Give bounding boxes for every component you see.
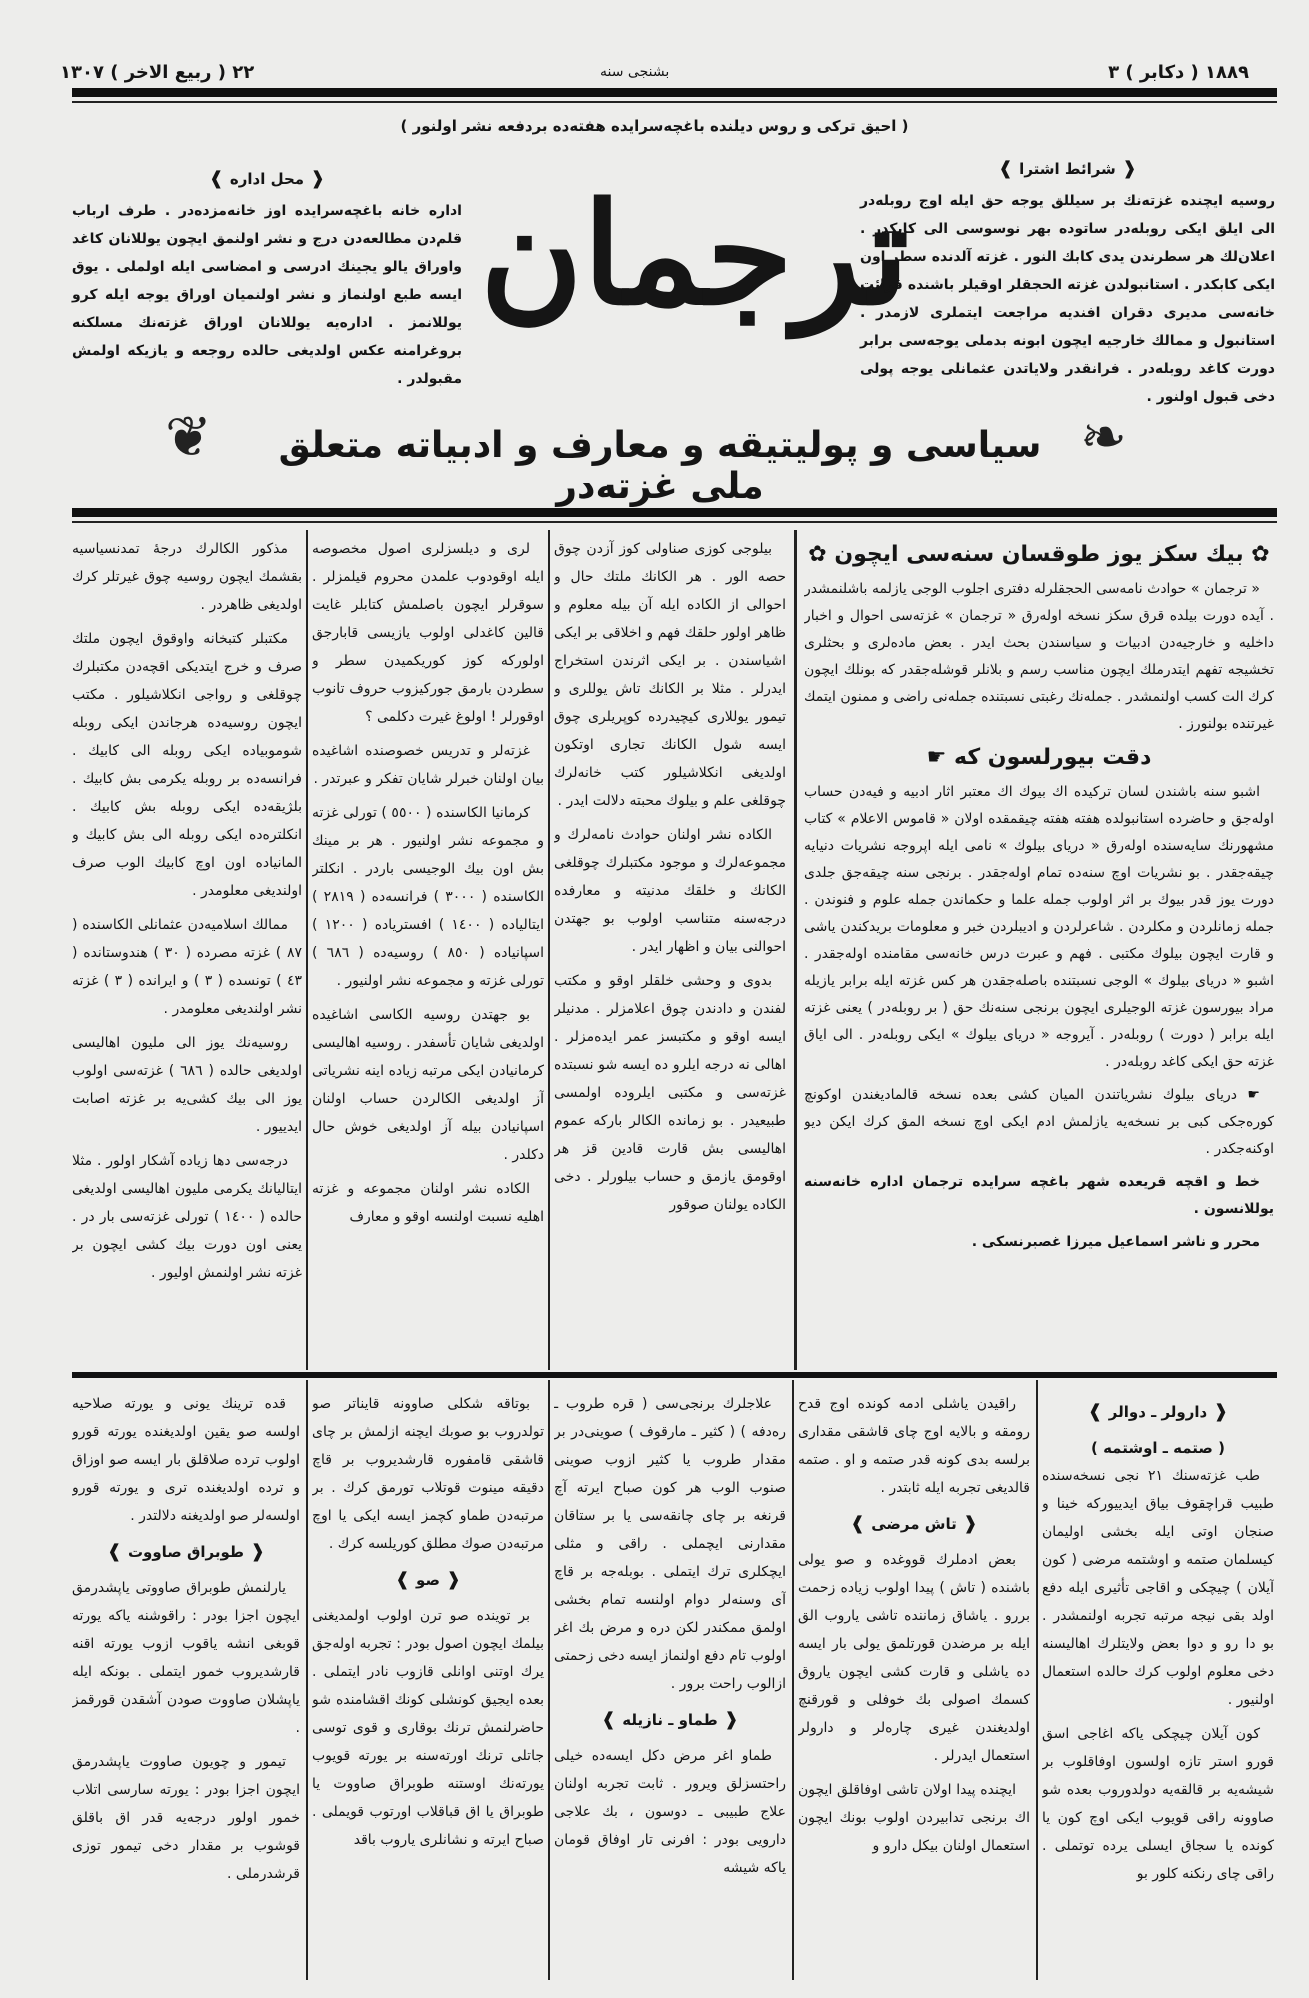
flower-icon: ✿ <box>1243 542 1270 567</box>
top-rule-thin <box>72 101 1277 103</box>
paragraph: راقیدن یاشلی ادمه کونده اوج قدح رومقه و بالایه اوج چای قاشقی مقداری برلسه بدی کونه قدر صتمه و او . صتمه قالدیغی تجربه ایله ثابتدر . <box>798 1396 1030 1496</box>
pointing-hand-icon: ☛ <box>926 745 947 770</box>
paragraph: بیلوجی کوزی صناولی کوز آزدن چوق حصه الور . هر الکانك ملتك حال و احوالی از الکاده ایله آن بیله معلوم و ظاهر اولور حلقك فهم و اخلاقی بر ایکی اشیاسندن . بر ایکی اثرندن استخراج ایدرلر . مثلا بر الکانك تاش یوللری و تیمور یوللاری کیچیدرده کوپریلری چوق ایسه شول الکانك تجاری اوتکون اولدیغی انکلاشیلور کتب خانه‌لرك چوقلغی علم و بیلوك محبته دلالت ایدر . <box>554 541 786 809</box>
announcement-heading <box>804 541 1274 568</box>
pointing-hand-icon: ☛ <box>1237 1087 1260 1103</box>
heading-text: بیك سکز یوز طوقسان سنه‌سی ایچون <box>834 542 1244 567</box>
column-divider <box>306 1380 308 1980</box>
paragraph: ایچنده پیدا اولان تاشی اوفاقلق ایچون اك برنجی تدابیردن اولوب بونك ایچون استعمال اولنان بیکل دارو و <box>798 1782 1030 1854</box>
bottom-column-2 <box>798 1390 1030 1980</box>
paragraph: بدوی و وحشی خلقلر اوقو و مکتب لفندن و دادندن چوق اعلامزلر . مدنیلر ایسه اوقو و مکتبسز عمر ایده‌مزلر . اهالی نه درجه ایلرو ده ایسه شو نسبتده غزته‌سی و مکتبی ایلروده اولمسی طبیعیدر . بو زمانده الکالر بارکه عموم اهالیسی بش قارت قادین قز هر اوقومق یازمق و حساب بیلورلر . دخی الکاده یولنان صوقور <box>554 973 786 1213</box>
paragraph: غزته‌لر و تدریس خصوصنده اشاغیده بیان اولنان خبرلر شایان تفکر و عبرتدر . <box>312 743 544 787</box>
column-divider <box>794 530 797 1370</box>
subscription-box <box>860 150 1275 411</box>
paragraph: الکاده نشر اولنان حوادث نامه‌لرك و مجموعه‌لرك و موجود مکتبلرك چوقلغی الکانك و خلقك مدنیته و معارفده درجه‌سنه متناسب اولوب بو جهتدن احوالنی بیان و اظهار ایدر . <box>554 827 786 955</box>
paragraph-text: دریای بیلوك نشریاتندن المیان کشی بعده نسخه قالمادیغندن اوکونچ کوره‌جکی کبی بر نسخه‌یه یازلمش ادم ایکی اوچ نسخه المق کرك ایکن دیو اوکنه‌جکدر . <box>804 1087 1274 1157</box>
address-note: خط و اقچه قریعده شهر باغچه سرایده ترجمان اداره خانه‌سنه یوللانسون . <box>804 1174 1274 1217</box>
subscription-heading: ❰ شرائط اشترا ❱ <box>860 158 1275 179</box>
column-3 <box>554 535 786 1365</box>
paragraph: مذکور الکالرك درجهٔ تمدنسیاسیه بقشمك ایچون روسیه چوق غیرتلر کرك اولدیغی ظاهردر . <box>72 541 302 613</box>
paragraph: کرمانیا الکاسنده ( ٥٥٠٠ ) تورلی غزته و مجموعه نشر اولنیور . هر بر مینك بش اون بیك الوجیسی باردر . انکلتر الکاسنده ( ٣٠٠٠ ) فرانسه‌ده ( ٢٨١٩ ) ایتالیاده ( ١٤٠٠ ) افستریاده ( ١٢٠٠ ) اسپانیاده ( ٨٥٠ ) روسیه‌ده ( ٦٨٦ ) تورلی غزته و مجموعه نشر اولنیور . <box>312 805 544 989</box>
paragraph: لری و دیلسزلری اصول مخصوصه ایله اوقودوب علمدن محروم قیلمزلر . سوقرلر ایچون باصلمش کتابلر غایت قالین کاغدلی اولوب یازیسی قابارجق اولورکه کوز کوریکمیدن سطر و سطردن بارمق جورکیزوب حروف تانوب اوقورلر ! اولوغ غیرت دکلمی ؟ <box>312 541 544 725</box>
paragraph: یارلنمش طوبراق صاووتی یاپشدرمق ایچون اجزا بودر : راقوشنه یاکه یورته قوبغی انشه یاقوب ازوب یورته اقنه قارشدیروب خمور ایتملی . بونکه ایله یاپشلان صاووت صودن آشقدن قورقمز . <box>72 1580 300 1736</box>
paragraph: طب غزته‌سنك ٢١ نجی نسخه‌سنده طبیب قراچقوف بیاق ایدییورکه خینا و صنجان اوتی ایله بخشی اولیمان کیسلمان صتمه و اوشتمه مرضی ( کون آیلان ) چیچکی و اقاجی تأثیری ایله دفع اولد بقی نیجه مرتبه تجربه اولنمشدر . بو دا رو و دوا بعض ولایتلرك اهالیسنه دخی معلوم اولوب کرك حالده استعمال اولنیور . <box>1042 1468 1274 1708</box>
paragraph: بو جهتدن روسیه الکاسی اشاغیده اولدیغی شایان تأسفدر . روسیه اهالیسی کرمانیادن ایکی مرتبه زیاده اینه نشریاتی آز اولدیغی الکالردن حساب اولنان اسپانیادن بیله آز اولدیغی خوش حال دکلدر . <box>312 1007 544 1163</box>
office-text: اداره خانه باغچه‌سرایده اوز خانه‌مزده‌در . طرف ارباب قلم‌دن مطالعه‌دن درج و نشر اولنمق ایچون یوللانان کاغد واوراق یالو یجینك ادرسی و امضاسی ایله اولملی . یوق ایسه طبع اولنماز و نشر اولنمیان اوراق یوجه ایله کرو یوللانمز . اداره‌یه یوللانان اوراق غزته‌نك مسلکنه بروغرامنه عکس اولدیغی حالده روجعه و یازیکه اولمش مقبولدر . <box>72 203 462 387</box>
paragraph: درجه‌سی دها زیاده آشکار اولور . مثلا ایتالیانك یکرمی ملیون اهالیسی اولدیغی حالده ( ١٤٠٠ ) تورلی غزته‌سی بار در . یعنی اون دورت بیك کشی ایچون بر غزته نشر اولنمش اولیور . <box>72 1153 302 1281</box>
paragraph: ممالك اسلامیه‌دن عثمانلی الکاسنده ( ٨٧ ) غزته مصرده ( ٣٠ ) هندوستانده ( ٤٣ ) تونسده ( ٣ ) و ایرانده ( ٣ ) غزته نشر اولندیغی معلومدر . <box>72 917 302 1017</box>
paragraph: کون آیلان چیچکی یاکه اغاجی اسق قورو استر تازه اولسون اوفاقلوب بر شیشه‌یه بر قالقه‌یه دولدوروب بعده شو صاوونه راقی قویوب ایکی اوچ کون یا کونده یا سجاق ایسلی یرده توتملی . راقی چای رنکنه کلور بو <box>1042 1726 1274 1882</box>
column-divider <box>1036 1380 1038 1980</box>
masthead-rule-thin <box>72 521 1277 523</box>
office-heading: ❰ محل اداره ❱ <box>72 168 462 189</box>
year-label: بشنجی سنه <box>600 64 670 80</box>
paragraph: بوتاقه شکلی صاوونه قایناتر صو تولدروب بو صوبك ایچنه ازلمش بر چای قاشقی قامفوره قارشدیروب بر قاچ دقیقه مینوت قوتلاب تورمق کرك . بر مرتبه‌دن طماو کچمز ایسه ایکی یا اوچ مرتبه‌دن صوك مطلق کوریلسه کرك . <box>312 1396 544 1552</box>
frequency-note: ( احيق تركی و روس دیلنده باغچه‌سرایده هفته‌ده بردفعه نشر اولنور ) <box>400 117 909 135</box>
section-subheading: ( صتمه ـ اوشتمه ) <box>1091 1439 1225 1457</box>
paragraph: اشبو سنه باشندن لسان ترکیده اك بیوك اك معتبر اثار ادبیه و فیه‌دن حساب اوله‌جق و حاضرده استانبولده هفته هفته چیقمقده اولان « قاموس الاعلام » کتاب مشهورنك سایه‌سنده اوله‌رق « دریای بیلوك » نامی ایله اپروجه نشریات دنیایه چیقه‌جقدر . بو نشریات اوچ سنه‌ده تمام اوله‌جقدر . برنجی سنه چیقه‌جق جلدی دورت یوز قدر بیوك بر اثر اولوب جمله علما و حکماندن جمله علوم و فنوندن . جمله زمانلردن و مکلردن . شاعرلردن و ادیبلردن خبر و معلومات بریدکندن یاشی و قارت ایچون بیلوك مکتبی . فهم و عبرت درس خانه‌سی مقامنده اوله‌جقدر . اشبو « دریای بیلوك » الوجی نسبتنده باصله‌جقدن هر کس غزته ایله برابر یازیله مراد بیورسون غزته الوجیلری ایچون برنجی سنه‌نك حق ( بر روبله‌در ) یعنی غزته ایله برابر ( دورت ) روبله‌در . آیروجه « دریای بیلوك » ایکی روبله‌در . الی ایاق غزته حق ایکی کاغد روبله‌در . <box>804 784 1274 1070</box>
paragraph: « ترجمان » حوادث نامه‌سی الحجقلرله دفتری اجلوب الوجی یازلمه باشلنمشدر . آیده دورت بیلده قرق سکز نسخه اوله‌رق « ترجمان » غزته‌سی احوال و اخبار داخلیه و خارجیه‌دن ادبیات و سیاسندن بحث ایدر . بعض ماده‌لری و بحثلری تخشیجه تفهم ایتدرملك ایچون مناسب رسم و بلانلر قوشله‌جقدر که بونلك ایچون کرك الت کسب اولنمشدر . جمله‌نك رغبتی نسبتنده جمله‌نی راضی و ممنون ایتمك غیرتنده بولنورز . <box>804 581 1274 732</box>
ornament-right-icon: ❧ <box>1080 405 1127 470</box>
section-heading: ❰ طوبراق صاووت ❱ <box>72 1538 300 1566</box>
bottom-column-3 <box>554 1390 786 1980</box>
paragraph: مکتبلر کتبخانه واوقوق ایچون ملتك صرف و خرج ایتدیکی اقچه‌دن مکتبلرك چوقلغی و رواجی انکلاشیلور . مکتب ایچون روسیه‌ده هرجاندن ایکی روبله شوموبیاده ایکی روبله الی کابیك . فرانسه‌ده بر روبله یکرمی بش کابیك . بلژیقه‌ده ایکی روبله بش کابیك . انکلتره‌ده ایکی روبله الی بش کابیك و المانیاده اون اوچ کابیك الوب صرف اولندیغی معلومدر . <box>72 631 302 899</box>
section-heading: ❰ صو ❱ <box>312 1566 544 1594</box>
flower-icon: ✿ <box>808 542 835 567</box>
bottom-section-rule <box>72 1372 1277 1378</box>
date-hijri: ٢٢ ( ربيع الاخر ) ١٣٠٧ <box>60 62 255 83</box>
subscription-text: روسیه ایچنده غزته‌نك بر سیللق یوجه حق ایله اوج روبله‌در الی ایلق ایکی روبله‌در ساتوده بهر نوسوسی الی کابکدر . اعلان‌لك هر سطرندن یدی کابك النور . غزته آلدنده سطر اون ایکی کابکدر . استانبولدن غزته الحجقلر اوقیلر باشنده قرائت خانه‌سی مدیری دقران افندیه مراجعت ایتملری لازمدر . استانبول و ممالك خارجیه ایچون ابونه بدملی یوجه‌سی برابر دورت کاغد روبله‌در . فرانقدر ولایاتدن عثمانلی یوجه پولی دخی قبول اولنور . <box>860 193 1275 405</box>
section-heading: ❰ دارولر ـ دوالر ❱ <box>1042 1398 1274 1426</box>
bottom-column-5 <box>72 1390 300 1980</box>
masthead-title: ترجمان <box>480 173 910 337</box>
notice-heading <box>804 744 1274 771</box>
section-heading: ❰ تاش مرضی ❱ <box>798 1510 1030 1538</box>
paragraph: بعض ادملرك قووغده و صو یولی باشنده ( تاش ) پیدا اولوب زیاده زحمت بررو . یاشاق زماننده تاشی یاروب الق ایله بر مرضدن قورتلمق یولی بار ایسه ده یاشلی و قارت کشی ایچون یاروق کسمك اصولی بك خوفلی و قورقنچ اولدیغندن غیری چاره‌لر و دارولر استعمال ایدرلر . <box>798 1552 1030 1764</box>
paragraph: تیمور و چویون صاووت یاپشدرمق ایچون اجزا بودر : یورته سارسی اتلاب خمور اولور درجه‌یه قدر اق باقلق قوشوب بر مقدار دخی تیمور توزی قرشدرملی . <box>72 1754 300 1882</box>
masthead-rule <box>72 508 1277 517</box>
column-divider <box>306 530 308 1370</box>
paragraph <box>804 1082 1274 1163</box>
paragraph: قده ترینك یونی و یورته صلاحیه اولسه صو یقین اولدیغنده یورته قورو اولوب ترده صلاقلق بار ایسه صو اوزاق و ترده اولدیغنده تری و یورته قورو اولسه‌لر صو اولدیغنه دلالتدر . <box>72 1396 300 1524</box>
column-divider <box>548 530 550 1370</box>
ornament-left-icon: ❦ <box>165 405 212 470</box>
section-heading: ❰ طماو ـ نازیله ❱ <box>554 1706 786 1734</box>
paragraph: الکاده نشر اولنان مجموعه و غزته اهلیه نسبت اولنسه اوقو و معارف <box>312 1181 544 1225</box>
paragraph: روسیه‌نك یوز الی ملیون اهالیسی اولدیغی حالده ( ٦٨٦ ) غزته‌سی اولوب یوز الی بیك کشی‌یه بر غزته اصابت ایدییور . <box>72 1035 302 1135</box>
announcement-column <box>804 535 1274 1365</box>
heading-text: دقت بیورلسون که <box>954 745 1152 770</box>
paragraph: علاجلرك برنجی‌سی ( قره طروب ـ ره‌دفه ) ( کثیر ـ مارقوف ) صوینی‌در بر مقدار طروب یا کثیر ازوب صوینی صنوب الوب هر کون صباح ایرته آچ قرنغه بر چای چانقه‌سی یا بر ستاقان مقدارنی ایچملی . راقی و مثلی ایچکلری ترك ایتملی . بوبله‌جه بر قاچ آی وسنه‌لر دوام اولنسه تمام بخشی اولمق ممکندر لکن دره و مرض بك اغر اولوب تام دفع اولنماز ایسه دخی زحمتی ازالوب راحت برور . <box>554 1396 786 1692</box>
editor-signature: محرر و ناشر اسماعیل میرزا غصبرنسکی . <box>971 1234 1260 1250</box>
column-1 <box>72 535 302 1365</box>
subtitle-banner: سیاسی و پولیتیقه و معارف و ادبیاته متعلق ملی غزته‌در <box>278 425 1042 507</box>
column-divider <box>792 1380 794 1980</box>
bottom-column-1 <box>1042 1390 1274 1980</box>
top-rule <box>72 88 1277 97</box>
paragraph: بر توینده صو ترن اولوب اولمدیغنی بیلمك ایچون اصول بودر : تجربه اوله‌جق یرك اوتنی اوانلی قازوب نادر ایتملی . بعده ایجیق کونشلی کونك اقشامنده شو حاضرلنمش ترنك بوقاری و قوی توسی جاتلی ترنك اورته‌سنه بر یورته قویوب یورته‌نك اوستنه طوبراق صاووت یا طوبراق یا اق قباقلاب اورتوب قویملی . صباح ایرته و نشانلری یاروب باقد <box>312 1608 544 1848</box>
column-2 <box>312 535 544 1365</box>
paragraph: طماو اغر مرض دکل ایسه‌ده خیلی راحتسزلق ویرور . ثابت تجربه اولنان علاج طبیبی ـ دوسون ، بك علاجی دارویی بودر : افرنی تار اوفاق قومان یاکه شیشه <box>554 1748 786 1876</box>
office-box <box>72 160 462 393</box>
column-divider <box>548 1380 550 1980</box>
bottom-column-4 <box>312 1390 544 1980</box>
date-gregorian: ١٨٨٩ ( دكابر ) ٣ <box>1108 62 1249 83</box>
